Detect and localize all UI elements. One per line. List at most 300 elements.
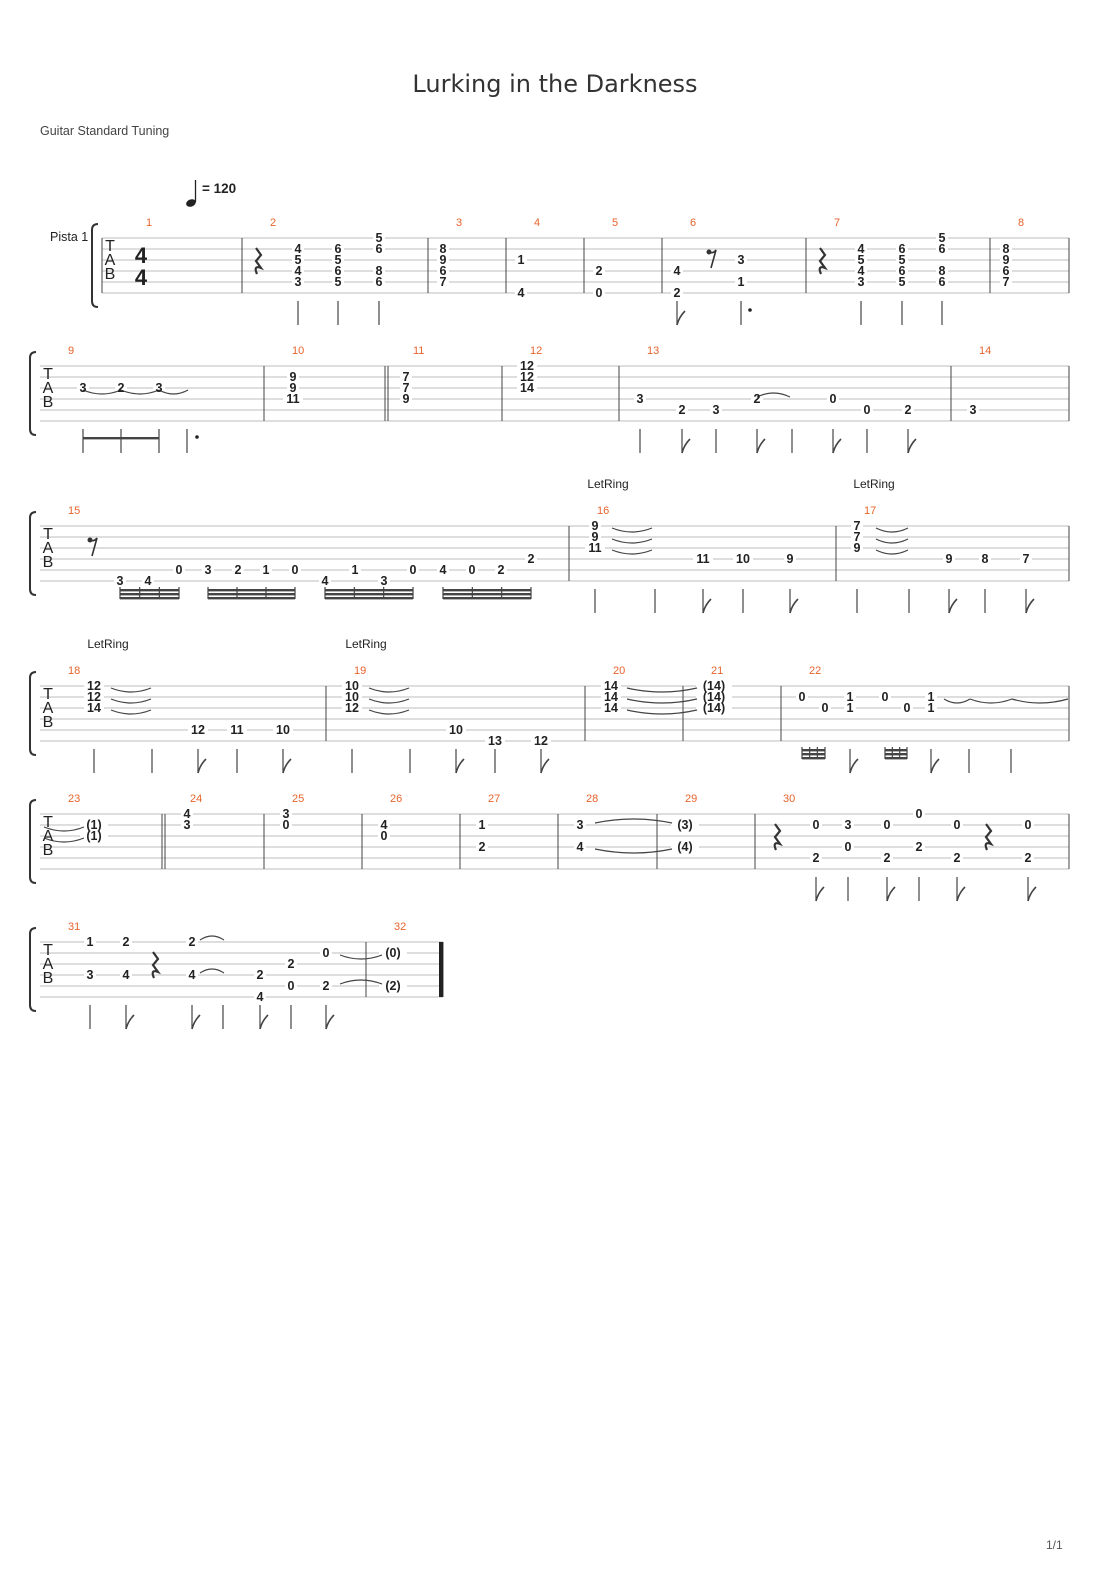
fret-number: (1)	[86, 818, 102, 832]
fret-number: 0	[863, 403, 871, 417]
tab-clef-letter: A	[42, 956, 54, 973]
fret-number: 4	[321, 574, 329, 588]
fret-number: 6	[898, 242, 906, 256]
tie-arc	[944, 699, 970, 703]
fret-number: 7	[439, 275, 447, 289]
fret-number: 12	[87, 690, 101, 704]
measure-number: 31	[68, 921, 81, 933]
fret-number: (2)	[385, 979, 401, 993]
measure-number: 28	[586, 793, 599, 805]
tie-arc	[595, 819, 672, 823]
let-ring-label: LetRing	[587, 477, 629, 491]
let-ring-label: LetRing	[87, 637, 129, 651]
note-flag	[887, 887, 895, 901]
fret-number: 0	[821, 701, 829, 715]
note-beam	[325, 589, 413, 591]
measure-number: 18	[68, 665, 81, 677]
measure-number: 9	[68, 345, 75, 357]
fret-number: 0	[798, 690, 806, 704]
let-ring-label: LetRing	[345, 637, 387, 651]
fret-number: 3	[712, 403, 720, 417]
fret-number: 6	[898, 264, 906, 278]
tie-arc	[970, 699, 1012, 703]
note-flag	[949, 599, 957, 613]
fret-number: 3	[737, 253, 745, 267]
measure-number: 24	[190, 793, 203, 805]
tie-arc	[1012, 699, 1068, 703]
fret-number: 3	[844, 818, 852, 832]
page-number: 1/1	[1046, 1538, 1063, 1552]
note-beam	[885, 749, 907, 751]
fret-number: 5	[857, 253, 865, 267]
score-title: Lurking in the Darkness	[412, 70, 698, 98]
fret-number: (0)	[385, 946, 401, 960]
let-ring-label: LetRing	[853, 477, 895, 491]
fret-number: 2	[678, 403, 686, 417]
fret-number: 11	[230, 723, 244, 737]
fret-number: 14	[604, 679, 618, 693]
fret-number: 0	[953, 818, 961, 832]
fret-number: 4	[183, 807, 191, 821]
fret-number: 2	[256, 968, 264, 982]
fret-number: 12	[191, 723, 205, 737]
fret-number: 4	[380, 818, 388, 832]
fret-number: 3	[857, 275, 865, 289]
tie-arc	[200, 936, 224, 940]
quarter-rest	[775, 824, 780, 850]
quarter-rest	[256, 248, 261, 274]
track-name: Pista 1	[50, 230, 89, 244]
note-flag	[703, 599, 711, 613]
system-bracket	[30, 928, 36, 1011]
note-beam	[802, 753, 825, 755]
fret-number: 12	[534, 734, 548, 748]
measure-number: 10	[292, 345, 305, 357]
tie-arc	[612, 550, 652, 554]
tab-clef-letter: B	[104, 266, 116, 283]
fret-number: 5	[334, 275, 342, 289]
tab-clef-letter: A	[42, 828, 54, 845]
tie-arc	[111, 699, 151, 703]
measure-number: 22	[809, 665, 822, 677]
fret-number: 3	[380, 574, 388, 588]
fret-number: 8	[938, 264, 946, 278]
fret-number: 5	[898, 275, 906, 289]
fret-number: 3	[155, 381, 163, 395]
augmentation-dot	[748, 308, 752, 312]
fret-number: 9	[439, 253, 447, 267]
note-flag	[192, 1015, 200, 1029]
fret-number: 2	[812, 851, 820, 865]
fret-number: 9	[289, 381, 297, 395]
eighth-rest	[709, 250, 716, 268]
fret-number: 0	[844, 840, 852, 854]
fret-number: 2	[904, 403, 912, 417]
note-beam	[208, 593, 295, 595]
fret-number: 0	[380, 829, 388, 843]
fret-number: 2	[287, 957, 295, 971]
measure-number: 12	[530, 345, 543, 357]
tab-clef-letter: T	[105, 238, 115, 255]
fret-number: 6	[938, 242, 946, 256]
note-flag	[326, 1015, 334, 1029]
fret-number: 9	[591, 519, 599, 533]
note-beam	[885, 753, 907, 755]
measure-number: 25	[292, 793, 305, 805]
note-flag	[126, 1015, 134, 1029]
fret-number: 6	[334, 264, 342, 278]
system-bracket	[30, 512, 36, 595]
quarter-rest	[153, 952, 158, 978]
fret-number: 4	[517, 286, 525, 300]
tab-clef-letter: A	[42, 540, 54, 557]
fret-number: 0	[287, 979, 295, 993]
note-beam	[120, 589, 179, 591]
fret-number: 6	[1002, 264, 1010, 278]
fret-number: 0	[291, 563, 299, 577]
fret-number: 2	[527, 552, 535, 566]
eighth-rest	[90, 538, 97, 556]
fret-number: 8	[1002, 242, 1010, 256]
fret-number: 2	[188, 935, 196, 949]
fret-number: 8	[439, 242, 447, 256]
fret-number: 7	[853, 530, 861, 544]
fret-number: 1	[351, 563, 359, 577]
tie-arc	[369, 710, 409, 714]
tie-arc	[111, 688, 151, 692]
fret-number: 10	[345, 690, 359, 704]
fret-number: 2	[122, 935, 130, 949]
measure-number: 19	[354, 665, 367, 677]
fret-number: 0	[322, 946, 330, 960]
system-bracket	[30, 800, 36, 883]
tab-clef-letter: A	[104, 252, 116, 269]
note-flag	[198, 759, 206, 773]
fret-number: 4	[857, 264, 865, 278]
fret-number: 4	[256, 990, 264, 1004]
tie-arc	[627, 699, 697, 703]
measure-number: 1	[146, 217, 153, 229]
staff-system	[30, 672, 1069, 773]
system-bracket	[30, 672, 36, 755]
fret-number: 0	[175, 563, 183, 577]
note-flag	[790, 599, 798, 613]
tab-clef-letter: T	[43, 942, 53, 959]
measure-number: 20	[613, 665, 626, 677]
fret-number: 2	[1024, 851, 1032, 865]
tie-arc	[876, 550, 908, 554]
fret-number: 12	[520, 359, 534, 373]
fret-number: 2	[497, 563, 505, 577]
note-flag	[260, 1015, 268, 1029]
tie-arc	[876, 528, 908, 532]
fret-number: (3)	[677, 818, 693, 832]
fret-number: 4	[294, 264, 302, 278]
fret-number: 10	[736, 552, 750, 566]
tie-arc	[876, 539, 908, 543]
fret-number: 3	[576, 818, 584, 832]
fret-number: 4	[188, 968, 196, 982]
fret-number: 6	[375, 242, 383, 256]
fret-number: 9	[1002, 253, 1010, 267]
measure-number: 27	[488, 793, 501, 805]
fret-number: 14	[87, 701, 101, 715]
fret-number: 0	[282, 818, 290, 832]
fret-number: 7	[1002, 275, 1010, 289]
fret-number: 4	[294, 242, 302, 256]
fret-number: 10	[345, 679, 359, 693]
system-bracket	[92, 224, 98, 307]
fret-number: 3	[294, 275, 302, 289]
tab-clef-letter: A	[42, 380, 54, 397]
tie-arc	[111, 710, 151, 714]
fret-number: (14)	[702, 679, 726, 693]
fret-number: 2	[915, 840, 923, 854]
fret-number: 7	[853, 519, 861, 533]
note-flag	[677, 311, 685, 325]
measure-number: 5	[612, 217, 619, 229]
note-beam	[83, 437, 159, 439]
note-flag	[283, 759, 291, 773]
fret-number: 12	[87, 679, 101, 693]
fret-number: 8	[375, 264, 383, 278]
measure-number: 8	[1018, 217, 1025, 229]
fret-number: 0	[595, 286, 603, 300]
tie-arc	[595, 849, 672, 853]
fret-number: 2	[117, 381, 125, 395]
measure-number: 13	[647, 345, 660, 357]
tie-arc	[627, 710, 697, 714]
measure-number: 11	[413, 345, 425, 357]
fret-number: 9	[591, 530, 599, 544]
note-beam	[443, 593, 531, 595]
tab-clef-letter: B	[42, 842, 54, 859]
fret-number: 2	[595, 264, 603, 278]
fret-number: 4	[673, 264, 681, 278]
fret-number: 14	[604, 701, 618, 715]
staff-system	[30, 512, 1069, 613]
fret-number: 13	[488, 734, 502, 748]
tab-clef-letter: T	[43, 686, 53, 703]
fret-number: 1	[927, 690, 935, 704]
note-beam	[120, 597, 179, 599]
fret-number: 6	[375, 275, 383, 289]
note-beam	[208, 597, 295, 599]
fret-number: 4	[439, 563, 447, 577]
fret-number: 5	[938, 231, 946, 245]
fret-number: 4	[576, 840, 584, 854]
fret-number: 2	[478, 840, 486, 854]
fret-number: 1	[846, 701, 854, 715]
fret-number: 0	[468, 563, 476, 577]
fret-number: 5	[294, 253, 302, 267]
fret-number: 4	[144, 574, 152, 588]
tab-clef-letter: B	[42, 970, 54, 987]
fret-number: 0	[1024, 818, 1032, 832]
tie-arc	[200, 969, 224, 973]
fret-number: 9	[786, 552, 794, 566]
fret-number: 2	[883, 851, 891, 865]
note-beam	[802, 757, 825, 759]
staff-system	[30, 352, 1069, 453]
fret-number: 3	[969, 403, 977, 417]
fret-number: 11	[696, 552, 710, 566]
fret-number: 1	[86, 935, 94, 949]
fret-number: 5	[334, 253, 342, 267]
note-beam	[208, 589, 295, 591]
quarter-rest	[986, 824, 991, 850]
tab-clef-letter: B	[42, 394, 54, 411]
fret-number: (14)	[702, 701, 726, 715]
note-beam	[120, 593, 179, 595]
measure-number: 2	[270, 217, 277, 229]
note-beam	[443, 589, 531, 591]
tab-clef-letter: A	[42, 700, 54, 717]
tab-clef-letter: B	[42, 714, 54, 731]
fret-number: 10	[276, 723, 290, 737]
time-signature-bottom: 4	[134, 265, 148, 290]
measure-number: 14	[979, 345, 992, 357]
fret-number: (14)	[702, 690, 726, 704]
fret-number: 0	[829, 392, 837, 406]
note-beam	[443, 597, 531, 599]
fret-number: 8	[981, 552, 989, 566]
fret-number: 11	[286, 392, 300, 406]
note-flag	[833, 439, 841, 453]
measure-number: 23	[68, 793, 81, 805]
fret-number: 0	[409, 563, 417, 577]
tab-clef-letter: T	[43, 814, 53, 831]
fret-number: 11	[588, 541, 602, 555]
fret-number: (1)	[86, 829, 102, 843]
tempo-marking: = 120	[202, 181, 237, 196]
fret-number: 6	[439, 264, 447, 278]
tie-arc	[369, 688, 409, 692]
measure-number: 6	[690, 217, 697, 229]
fret-number: 7	[402, 370, 410, 384]
measure-number: 17	[864, 505, 877, 517]
tie-arc	[612, 539, 652, 543]
fret-number: 2	[322, 979, 330, 993]
fret-number: 0	[915, 807, 923, 821]
final-barline	[439, 942, 443, 997]
measure-number: 21	[711, 665, 724, 677]
note-flag	[682, 439, 690, 453]
tab-clef-letter: T	[43, 366, 53, 383]
fret-number: 3	[636, 392, 644, 406]
tie-arc	[369, 699, 409, 703]
tuning-label: Guitar Standard Tuning	[40, 124, 170, 138]
fret-number: 12	[345, 701, 359, 715]
fret-number: 6	[938, 275, 946, 289]
measure-number: 32	[394, 921, 407, 933]
fret-number: 3	[86, 968, 94, 982]
fret-number: 1	[927, 701, 935, 715]
fret-number: 4	[857, 242, 865, 256]
fret-number: 14	[520, 381, 534, 395]
fret-number: 5	[375, 231, 383, 245]
fret-number: 3	[79, 381, 87, 395]
fret-number: 3	[116, 574, 124, 588]
note-flag	[541, 759, 549, 773]
note-flag	[757, 439, 765, 453]
fret-number: 1	[262, 563, 270, 577]
quarter-rest	[820, 248, 825, 274]
fret-number: 5	[898, 253, 906, 267]
note-beam	[325, 597, 413, 599]
tie-arc	[627, 688, 697, 692]
fret-number: 2	[953, 851, 961, 865]
note-flag	[908, 439, 916, 453]
fret-number: 0	[903, 701, 911, 715]
fret-number: 2	[673, 286, 681, 300]
system-bracket	[30, 352, 36, 435]
tab-clef-letter: B	[42, 554, 54, 571]
tie-arc	[340, 955, 382, 959]
note-flag	[957, 887, 965, 901]
fret-number: 9	[402, 392, 410, 406]
fret-number: 1	[478, 818, 486, 832]
tie-arc	[340, 980, 382, 984]
note-flag	[816, 887, 824, 901]
time-signature-top: 4	[134, 243, 148, 268]
measure-number: 26	[390, 793, 403, 805]
fret-number: 1	[846, 690, 854, 704]
fret-number: 14	[604, 690, 618, 704]
fret-number: 9	[853, 541, 861, 555]
fret-number: 12	[520, 370, 534, 384]
fret-number: 2	[234, 563, 242, 577]
fret-number: 1	[517, 253, 525, 267]
fret-number: 0	[881, 690, 889, 704]
tab-clef-letter: T	[43, 526, 53, 543]
fret-number: 2	[753, 392, 761, 406]
note-flag	[1026, 599, 1034, 613]
fret-number: 7	[402, 381, 410, 395]
note-flag	[931, 759, 939, 773]
measure-number: 29	[685, 793, 698, 805]
note-flag	[456, 759, 464, 773]
fret-number: 3	[183, 818, 191, 832]
augmentation-dot	[195, 435, 199, 439]
fret-number: 6	[334, 242, 342, 256]
fret-number: 10	[449, 723, 463, 737]
fret-number: 3	[282, 807, 290, 821]
measure-number: 3	[456, 217, 463, 229]
fret-number: 4	[122, 968, 130, 982]
fret-number: 9	[289, 370, 297, 384]
tie-arc	[612, 528, 652, 532]
measure-number: 7	[834, 217, 841, 229]
note-beam	[802, 749, 825, 751]
note-beam	[885, 757, 907, 759]
fret-number: 7	[1022, 552, 1030, 566]
measure-number: 15	[68, 505, 81, 517]
fret-number: 0	[883, 818, 891, 832]
fret-number: 0	[812, 818, 820, 832]
measure-number: 30	[783, 793, 796, 805]
fret-number: 1	[737, 275, 745, 289]
fret-number: 3	[204, 563, 212, 577]
fret-number: (4)	[677, 840, 693, 854]
staff-system	[92, 224, 1069, 325]
note-beam	[325, 593, 413, 595]
note-flag	[1028, 887, 1036, 901]
note-flag	[850, 759, 858, 773]
fret-number: 9	[945, 552, 953, 566]
measure-number: 4	[534, 217, 541, 229]
measure-number: 16	[597, 505, 610, 517]
